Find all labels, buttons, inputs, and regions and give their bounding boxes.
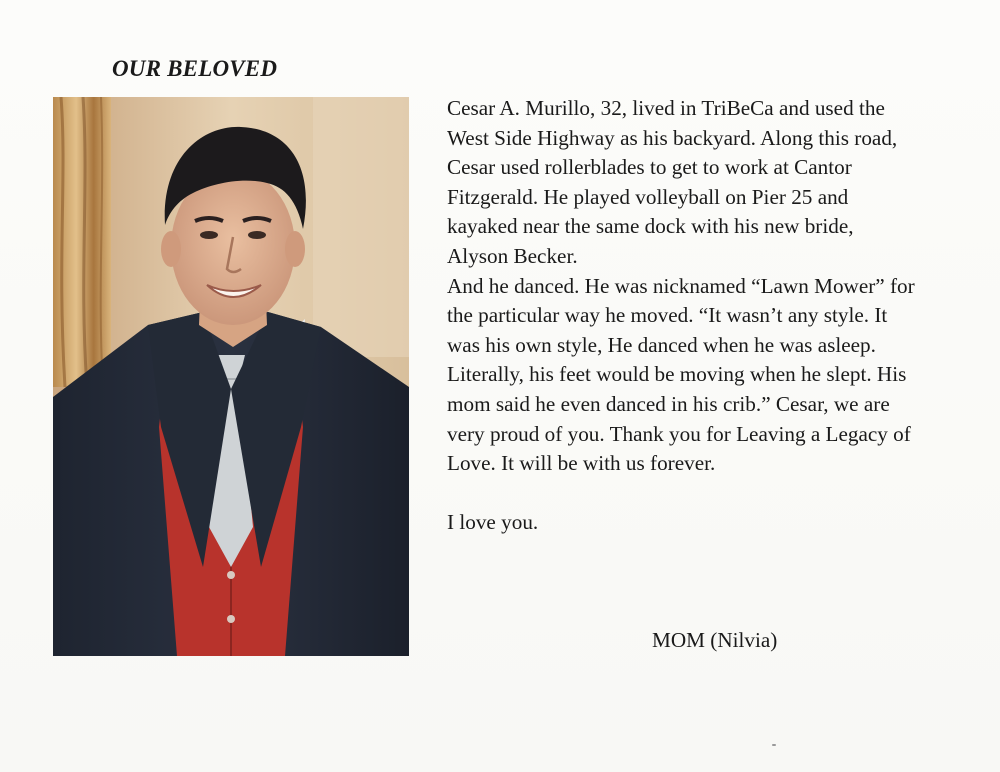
scan-speck	[772, 744, 776, 746]
heading-our-beloved: OUR BELOVED	[112, 56, 278, 81]
tribute-text	[447, 94, 917, 538]
tribute-paragraph-dance: And he danced. He was nicknamed “Lawn Mower” for the particular way he moved. “It wasn’t any style. It was his own style, He danced when he was asleep. Literally, his feet would be moving when he slept. His mom said he even danced in his crib.” Cesar, we are very proud of you. Thank you for Leaving a Legacy of Love. It will be with us forever.	[447, 273, 915, 476]
paragraph-spacer	[447, 479, 917, 509]
tribute-paragraph-intro: Cesar A. Murillo, 32, lived in TriBeCa and used the West Side Highway as his backyard. Along this road, Cesar used rollerblades to get to work at Cantor Fitzgerald. He played volleyball on Pier 25 and kayaked near the same dock with his new bride, Alyson Becker.	[447, 96, 898, 268]
portrait-photo	[53, 97, 409, 656]
signature: MOM (Nilvia)	[652, 628, 778, 652]
tribute-closing: I love you.	[447, 510, 539, 535]
